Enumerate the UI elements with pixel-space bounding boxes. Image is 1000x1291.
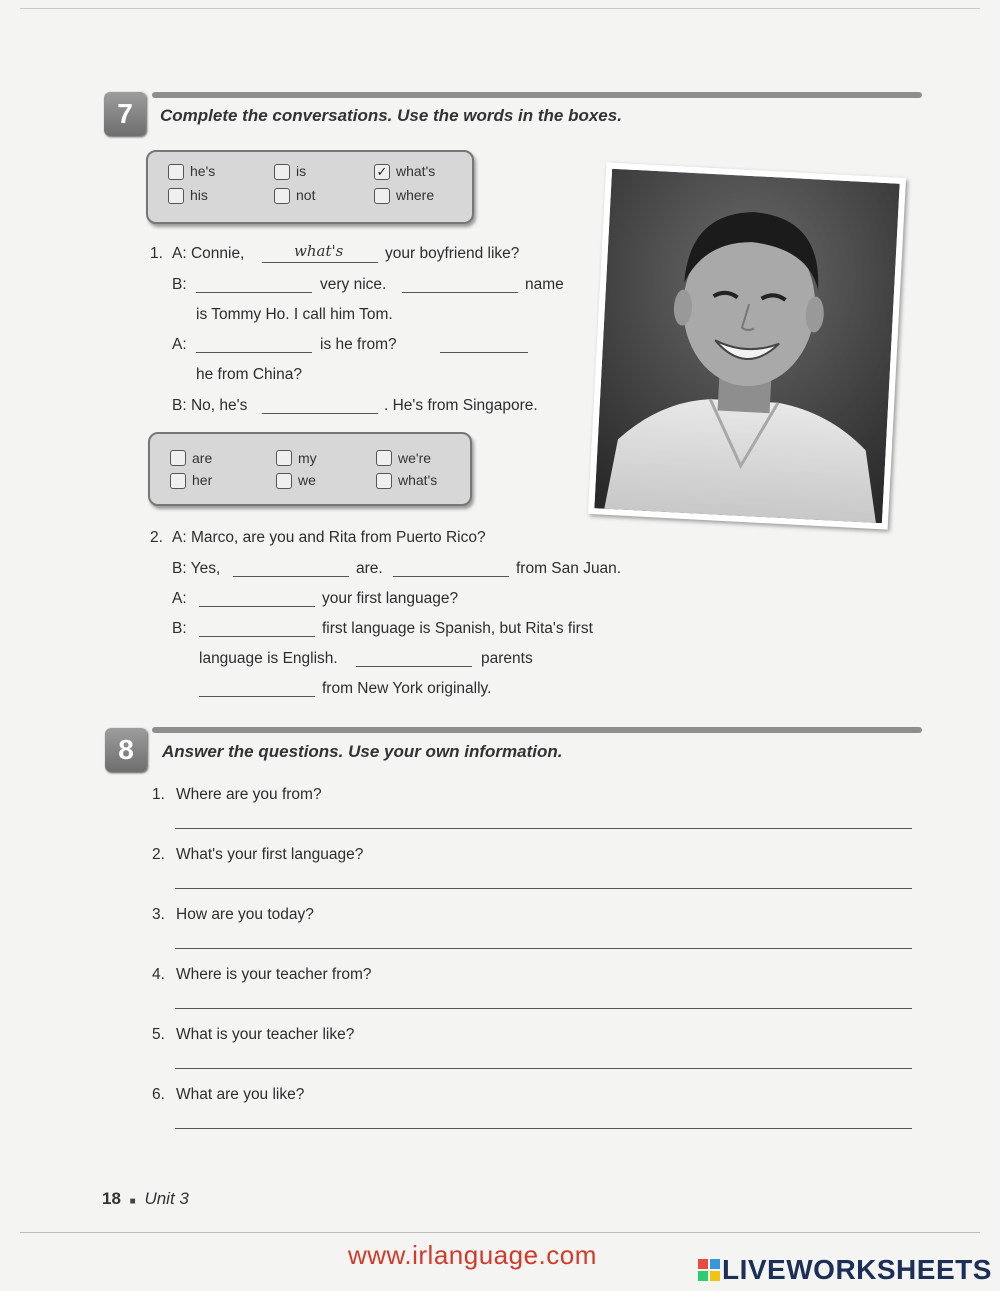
- answer-blank[interactable]: [440, 352, 528, 353]
- word-checkbox-checked[interactable]: ✓: [374, 164, 390, 180]
- conv1-line2-mid: very nice.: [320, 276, 387, 293]
- answer-blank[interactable]: [196, 352, 312, 353]
- exercise-7-instruction: Complete the conversations. Use the words in the boxes.: [160, 106, 622, 125]
- answer-blank[interactable]: [393, 576, 509, 577]
- man-portrait-image: [594, 169, 899, 524]
- word-checkbox[interactable]: [274, 188, 290, 204]
- conv2-line2-mid: are.: [356, 560, 383, 577]
- conv2-line6: from New York originally.: [322, 680, 492, 697]
- question-text: Where is your teacher from?: [176, 966, 372, 983]
- conv1-number: 1.: [150, 245, 163, 262]
- answer-blank[interactable]: [262, 413, 378, 414]
- question-number: 6.: [152, 1086, 165, 1103]
- conv2-number: 2.: [150, 529, 163, 546]
- footer-line: [20, 1232, 980, 1233]
- answer-blank[interactable]: [196, 292, 312, 293]
- word-option: is: [296, 163, 307, 179]
- word-option: where: [396, 187, 435, 203]
- word-checkbox[interactable]: [276, 450, 292, 466]
- answer-line[interactable]: [175, 1068, 912, 1069]
- question-number: 3.: [152, 906, 165, 923]
- word-checkbox[interactable]: [168, 188, 184, 204]
- conv2-speaker: B:: [172, 620, 187, 637]
- liveworksheets-logo-icon: [698, 1259, 720, 1281]
- answer-blank[interactable]: [356, 666, 472, 667]
- word-option: his: [190, 187, 208, 203]
- conv1-line1-start: A: Connie,: [172, 245, 245, 262]
- photo-smiling-man: [588, 162, 906, 529]
- conv1-line5: he from China?: [196, 366, 302, 383]
- answer-line[interactable]: [175, 828, 912, 829]
- conv2-line1: A: Marco, are you and Rita from Puerto Rico?: [172, 529, 486, 546]
- exercise-7-number: 7: [117, 98, 133, 129]
- word-checkbox[interactable]: [374, 188, 390, 204]
- page-number: 18: [102, 1189, 121, 1208]
- word-checkbox[interactable]: [170, 450, 186, 466]
- conv1-speaker: A:: [172, 336, 187, 353]
- word-option: her: [192, 472, 213, 488]
- word-checkbox[interactable]: [168, 164, 184, 180]
- conv2-line5-end: parents: [481, 650, 533, 667]
- conv2-line2-start: B: Yes,: [172, 560, 221, 577]
- irlanguage-watermark: www.irlanguage.com: [348, 1240, 597, 1270]
- section-8-rule: [152, 727, 922, 733]
- question-text: How are you today?: [176, 906, 314, 923]
- question-text: What is your teacher like?: [176, 1026, 355, 1043]
- question-number: 1.: [152, 786, 165, 803]
- question-text: What are you like?: [176, 1086, 305, 1103]
- answer-blank[interactable]: [402, 292, 518, 293]
- word-option: we: [298, 472, 316, 488]
- answer-blank[interactable]: [233, 576, 349, 577]
- word-checkbox[interactable]: [170, 473, 186, 489]
- section-7-rule: [152, 92, 922, 98]
- conv1-line6-end: . He's from Singapore.: [384, 397, 538, 414]
- word-option: are: [192, 450, 213, 466]
- word-checkbox[interactable]: [276, 473, 292, 489]
- conv2-line5-start: language is English.: [199, 650, 338, 667]
- word-checkbox[interactable]: [376, 450, 392, 466]
- conv1-line4-mid: is he from?: [320, 336, 397, 353]
- conv2-line4-end: first language is Spanish, but Rita's first: [322, 620, 593, 637]
- conv2-speaker: A:: [172, 590, 187, 607]
- answer-line[interactable]: [175, 1008, 912, 1009]
- conv2-line3-end: your first language?: [322, 590, 459, 607]
- exercise-8-number: 8: [118, 734, 134, 765]
- question-number: 5.: [152, 1026, 165, 1043]
- conv1-speaker: B:: [172, 276, 187, 293]
- unit-label: Unit 3: [144, 1189, 189, 1208]
- answer-blank[interactable]: [199, 636, 315, 637]
- liveworksheets-watermark: LIVEWORKSHEETS: [722, 1254, 992, 1285]
- word-checkbox[interactable]: [274, 164, 290, 180]
- word-option: he's: [190, 163, 216, 179]
- exercise-8-badge: [105, 728, 147, 772]
- question-text: What's your first language?: [176, 846, 364, 863]
- word-checkbox[interactable]: [376, 473, 392, 489]
- conv2-line2-end: from San Juan.: [516, 560, 622, 577]
- word-box-2: [148, 432, 472, 506]
- word-box-1: [146, 150, 474, 224]
- conv1-line6-start: B: No, he's: [172, 397, 248, 414]
- page-edge-line: [20, 8, 980, 9]
- conv1-line1-end: your boyfriend like?: [385, 245, 520, 262]
- question-text: Where are you from?: [176, 786, 322, 803]
- conv1-line3: is Tommy Ho. I call him Tom.: [196, 306, 393, 323]
- answer-line[interactable]: [175, 1128, 912, 1129]
- exercise-8-instruction: Answer the questions. Use your own information.: [162, 742, 563, 761]
- answer-line[interactable]: [175, 888, 912, 889]
- exercise-7-badge: [104, 92, 146, 136]
- word-option: we're: [398, 450, 432, 466]
- word-option: what's: [396, 163, 436, 179]
- conv1-line2-end: name: [525, 276, 564, 293]
- answer-blank[interactable]: [199, 696, 315, 697]
- word-option: not: [296, 187, 316, 203]
- conv1-filled-answer: what's: [294, 242, 344, 260]
- question-number: 4.: [152, 966, 165, 983]
- page-footer: [102, 1189, 189, 1209]
- footer-separator: ■: [129, 1196, 136, 1207]
- answer-line[interactable]: [175, 948, 912, 949]
- word-option: what's: [398, 472, 438, 488]
- answer-blank[interactable]: [262, 262, 378, 263]
- question-number: 2.: [152, 846, 165, 863]
- answer-blank[interactable]: [199, 606, 315, 607]
- word-option: my: [298, 450, 317, 466]
